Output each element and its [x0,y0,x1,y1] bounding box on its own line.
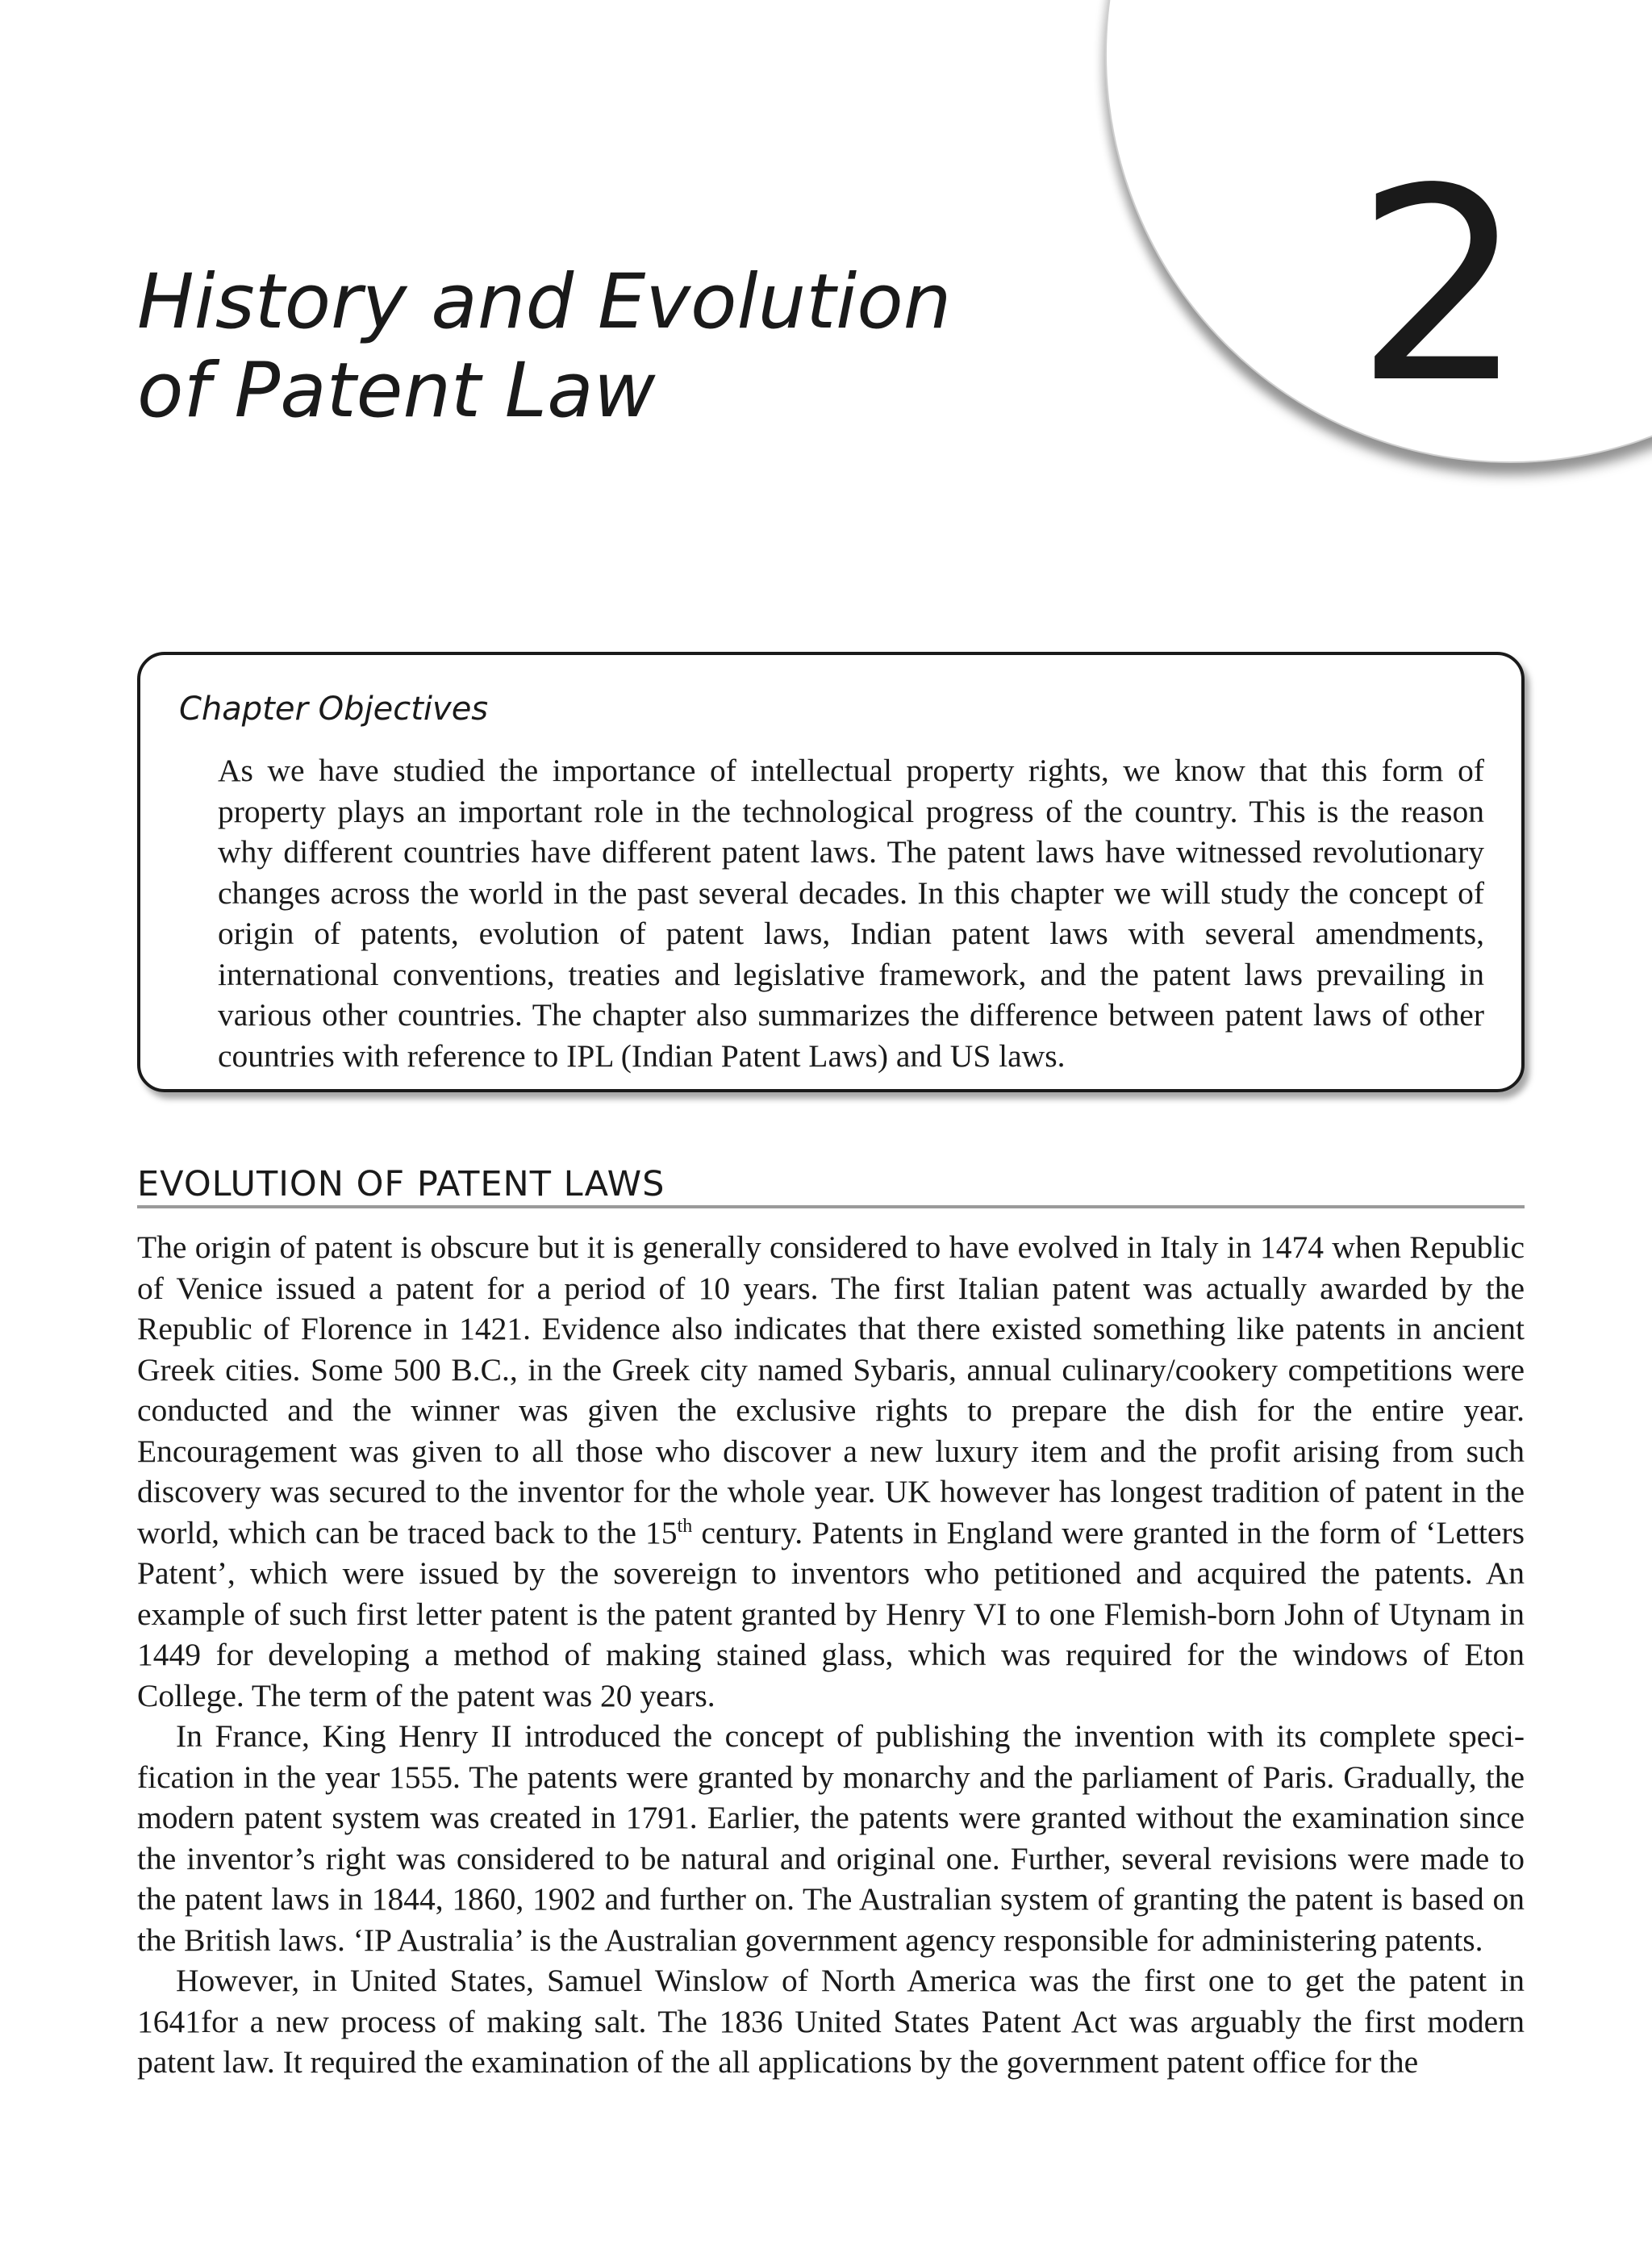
section-heading-rule [137,1205,1525,1208]
chapter-objectives-box [137,652,1525,1092]
chapter-title-line-2: of Patent Law [137,347,656,435]
chapter-title [137,258,1105,436]
paragraph-1 [137,1227,1525,1716]
chapter-title-line-1: History and Evolution [137,258,952,346]
paragraph-1-part-1: The origin of patent is obscure but it is generally considered to have evolved in Italy in 1474 when Republic of Venice issued a patent for a period of 10 years. The first Italian patent was actually awarded by the Republic of Florence in 1421. Evidence also indicates that there existed something like patents in ancient Greek cities. Some 500 B.C., in the Greek city named Sybaris, annual culinary/cookery competitions were conducted and the winner was given the exclusive rights to prepare the dish for the entire year. Encouragement was given to all those who discover a new luxury item and the profit arising from such discovery was secured to the inventor for the whole year. UK however has longest tradition of patent in the world, which can be traced back to the 15 [137,1229,1525,1550]
paragraph-2: In France, King Henry II introduced the concept of publishing the invention with its complete specification in the year 1555. The patents were granted by monarchy and the parliament of Paris. Gradually, the modern patent system was created in 1791. Earlier, the patents were granted without the examination since the inventor’s right was considered to be natural and original one. Further, several revisions were made to the patent laws in 1844, 1860, 1902 and further on. The Australian system of granting the patent is based on the British laws. ‘IP Australia’ is the Australian government agency responsible for administering patents. [137,1718,1525,1958]
section-heading: EVOLUTION OF PATENT LAWS [137,1164,665,1204]
paragraph-3: However, in United States, Samuel Winslow of North America was the first one to get the patent in 1641for a new process of making salt. The 1836 United States Patent Act was arguably the first modern patent law. It required the examination of the all applications by the government patent office for the [137,1963,1525,2080]
paragraph-1-part-2: century. Patents in England were granted in the form of ‘Letters Patent’, which were issued by the sovereign to inventors who petitioned and acquired the patents. An example of such first letter patent is the patent granted by Henry VI to one Flemish-born John of Utynam in 1449 for developing a method of making stained glass, which was required for the windows of Eton College. The term of the patent was 20 years. [137,1514,1525,1713]
chapter-objectives-text: As we have studied the importance of intellectual property rights, we know that this form of property plays an important role in the technological progress of the country. This is the reason why different countries have different patent laws. The patent laws have witnessed revolutionary changes across the world in the past several decades. In this chapter we will study the concept of origin of patents, evolution of patent laws, Indian patent laws with several amendments, international conventions, treaties and legislative framework, and the patent laws prevailing in various other countries. The chapter also summarizes the difference between patent laws of other countries with reference to IPL (Indian Patent Laws) and US laws. [218,753,1484,1074]
superscript-th: th [677,1515,693,1537]
body-text [137,1227,1525,2083]
chapter-objectives-heading: Chapter Objectives [179,691,489,728]
chapter-number: 2 [1355,131,1525,441]
